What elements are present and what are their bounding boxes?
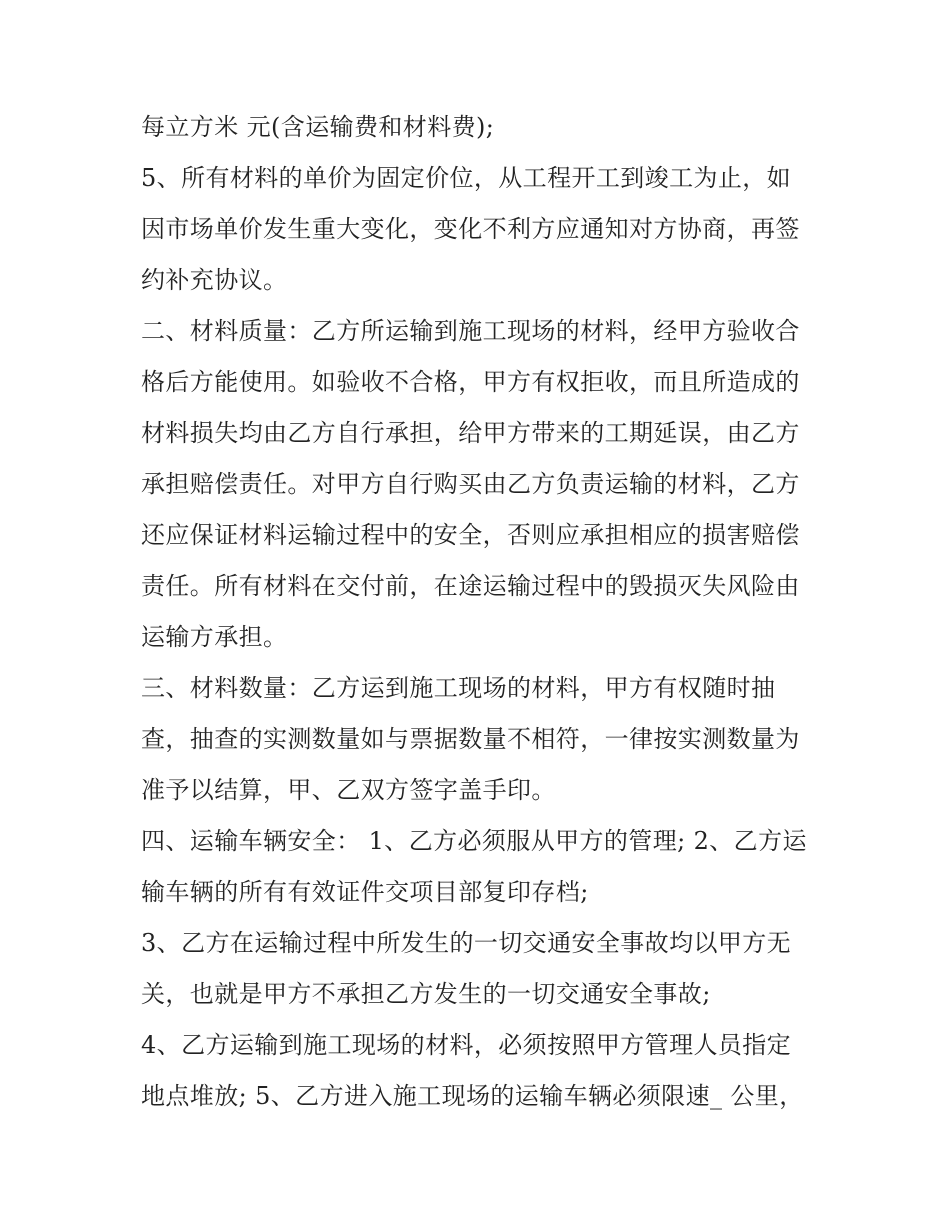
text-line: 输车辆的所有有效证件交项目部复印存档;	[141, 878, 589, 906]
text-line: 三、材料数量：乙方运到施工现场的材料，甲方有权随时抽	[141, 674, 776, 702]
text-line: 材料损失均由乙方自行承担，给甲方带来的工期延误，由乙方	[141, 419, 800, 447]
text-line: 运输方承担。	[141, 623, 288, 651]
text-line: 准予以结算，甲、乙双方签字盖手印。	[141, 776, 556, 804]
text-line: 因市场单价发生重大变化，变化不利方应通知对方协商，再签	[141, 215, 800, 243]
text-line: 查，抽查的实测数量如与票据数量不相符，一律按实测数量为	[141, 725, 800, 753]
text-line: 二、材料质量：乙方所运输到施工现场的材料，经甲方验收合	[141, 317, 800, 345]
text-line: 还应保证材料运输过程中的安全，否则应承担相应的损害赔偿	[141, 521, 800, 549]
text-line: 格后方能使用。如验收不合格，甲方有权拒收，而且所造成的	[141, 368, 800, 396]
text-line: 每立方米 元(含运输费和材料费);	[141, 113, 495, 141]
text-line: 四、运输车辆安全： 1、乙方必须服从甲方的管理; 2、乙方运	[141, 827, 807, 855]
text-line: 3、乙方在运输过程中所发生的一切交通安全事故均以甲方无	[141, 929, 792, 957]
text-line: 责任。所有材料在交付前，在途运输过程中的毁损灭失风险由	[141, 572, 800, 600]
text-line: 5、所有材料的单价为固定价位，从工程开工到竣工为止，如	[141, 164, 792, 192]
text-line: 关，也就是甲方不承担乙方发生的一切交通安全事故;	[141, 980, 711, 1008]
text-line: 约补充协议。	[141, 266, 288, 294]
text-line: 4、乙方运输到施工现场的材料，必须按照甲方管理人员指定	[141, 1031, 792, 1059]
contract-text-body	[141, 102, 821, 1122]
text-line: 地点堆放; 5、乙方进入施工现场的运输车辆必须限速_ 公里，	[141, 1082, 804, 1110]
text-line: 承担赔偿责任。对甲方自行购买由乙方负责运输的材料，乙方	[141, 470, 800, 498]
